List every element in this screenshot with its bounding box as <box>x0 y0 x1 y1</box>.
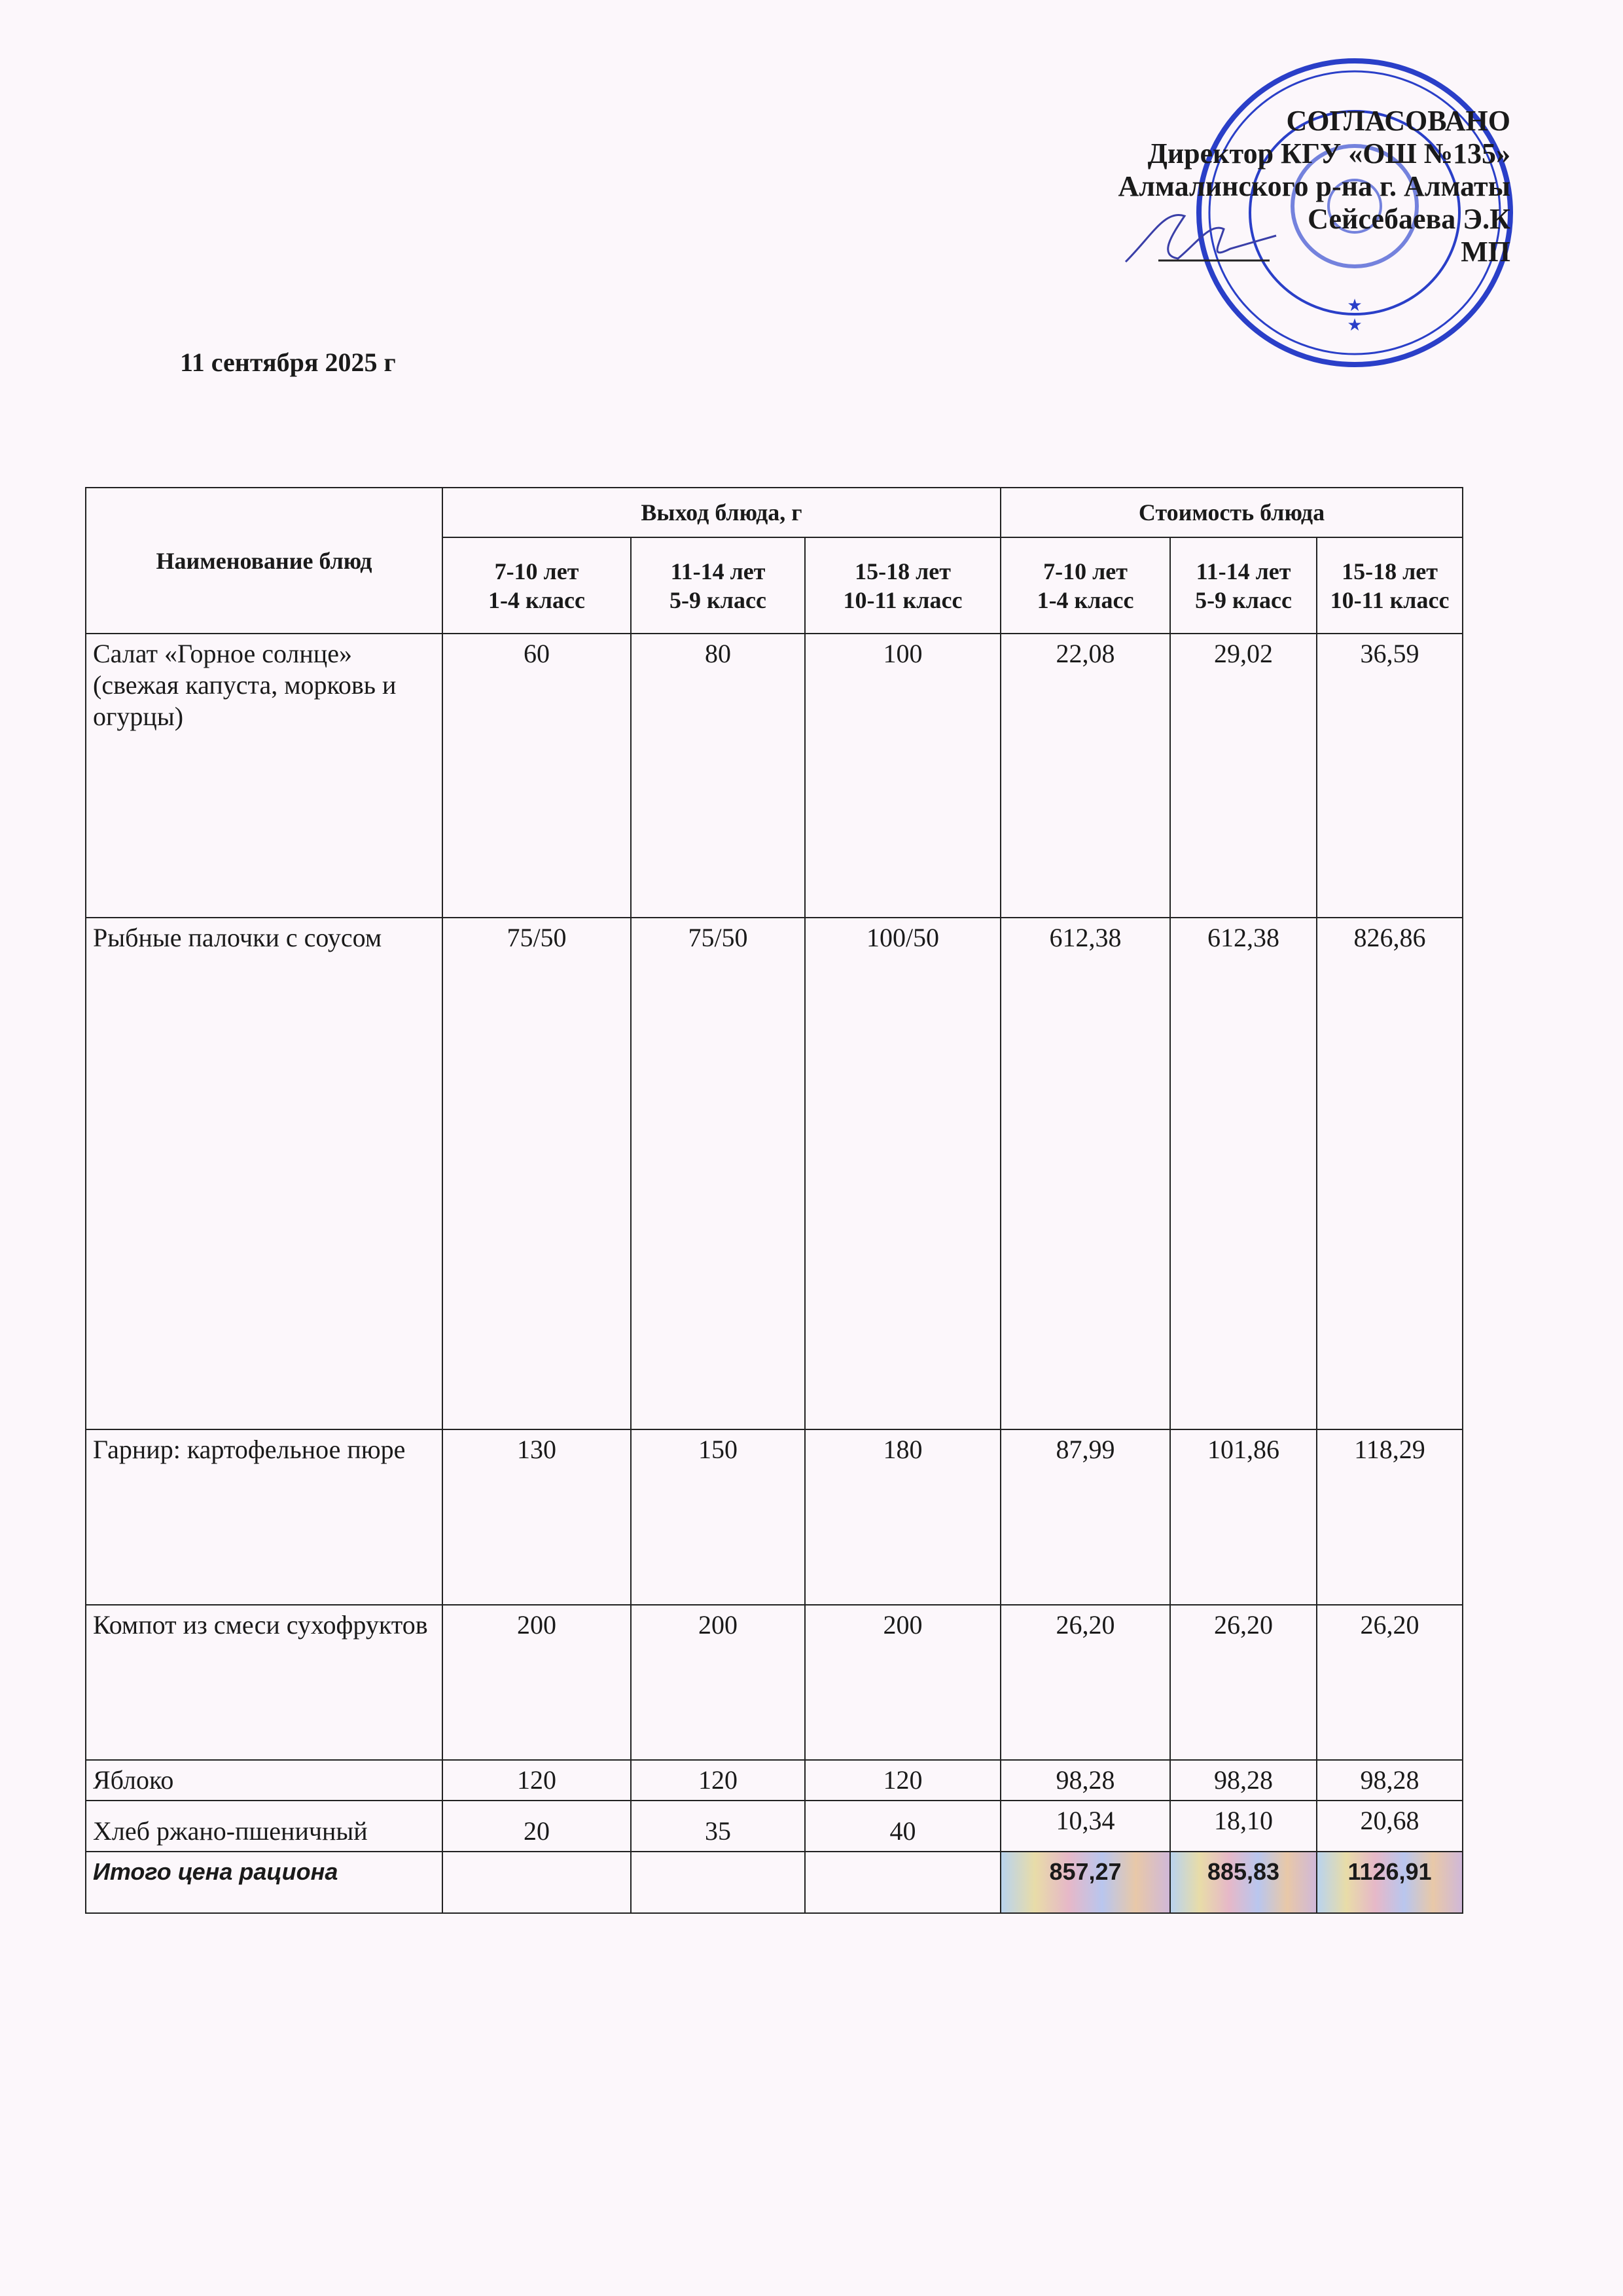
yield-cell: 120 <box>442 1760 631 1801</box>
total-cost-cell: 1126,91 <box>1317 1852 1463 1913</box>
svg-text:★: ★ <box>1347 296 1363 315</box>
approval-district: Алмалинского р-на г. Алматы <box>1118 170 1510 202</box>
cost-cell: 612,38 <box>1170 918 1317 1429</box>
yield-cell: 75/50 <box>442 918 631 1429</box>
approval-block <box>1118 105 1510 268</box>
yield-cell: 130 <box>442 1429 631 1605</box>
header-yield-col: 7-10 лет 1-4 класс <box>442 537 631 634</box>
cost-cell: 20,68 <box>1317 1801 1463 1852</box>
cost-cell: 18,10 <box>1170 1801 1317 1852</box>
cost-cell: 98,28 <box>1001 1760 1170 1801</box>
total-row <box>86 1852 1463 1913</box>
total-label: Итого цена рациона <box>86 1852 442 1913</box>
yield-cell: 35 <box>631 1801 805 1852</box>
yield-cell: 150 <box>631 1429 805 1605</box>
yield-cell: 20 <box>442 1801 631 1852</box>
table-row <box>86 918 1463 1429</box>
header-cost-col: 7-10 лет 1-4 класс <box>1001 537 1170 634</box>
svg-text:★: ★ <box>1347 315 1363 335</box>
cost-cell: 29,02 <box>1170 634 1317 918</box>
cost-cell: 36,59 <box>1317 634 1463 918</box>
dish-name: Салат «Горное солнце» (свежая капуста, морковь и огурцы) <box>86 634 442 918</box>
yield-cell: 100/50 <box>805 918 1001 1429</box>
yield-cell: 60 <box>442 634 631 918</box>
table-row <box>86 1760 1463 1801</box>
cost-cell: 101,86 <box>1170 1429 1317 1605</box>
approval-position: Директор КГУ «ОШ №135» <box>1147 137 1510 170</box>
approval-title: СОГЛАСОВАНО <box>1286 105 1510 137</box>
yield-cell: 100 <box>805 634 1001 918</box>
cost-cell: 612,38 <box>1001 918 1170 1429</box>
yield-cell: 40 <box>805 1801 1001 1852</box>
cost-cell: 826,86 <box>1317 918 1463 1429</box>
empty-cell <box>631 1852 805 1913</box>
table-row <box>86 634 1463 918</box>
table-row <box>86 1429 1463 1605</box>
yield-cell: 80 <box>631 634 805 918</box>
empty-cell <box>442 1852 631 1913</box>
cost-cell: 26,20 <box>1317 1605 1463 1760</box>
yield-cell: 200 <box>442 1605 631 1760</box>
yield-cell: 75/50 <box>631 918 805 1429</box>
dish-name: Яблоко <box>86 1760 442 1801</box>
header-cost-col: 15-18 лет 10-11 класс <box>1317 537 1463 634</box>
header-cost-group: Стоимость блюда <box>1001 488 1463 537</box>
empty-cell <box>805 1852 1001 1913</box>
approval-mp: МП <box>1461 236 1510 268</box>
table-row <box>86 1801 1463 1852</box>
cost-cell: 98,28 <box>1317 1760 1463 1801</box>
cost-cell: 26,20 <box>1001 1605 1170 1760</box>
header-yield-col: 11-14 лет 5-9 класс <box>631 537 805 634</box>
cost-cell: 22,08 <box>1001 634 1170 918</box>
cost-cell: 118,29 <box>1317 1429 1463 1605</box>
yield-cell: 200 <box>631 1605 805 1760</box>
cost-cell: 26,20 <box>1170 1605 1317 1760</box>
approval-name: Сейсебаева Э.К <box>1308 203 1510 235</box>
cost-cell: 10,34 <box>1001 1801 1170 1852</box>
cost-cell: 98,28 <box>1170 1760 1317 1801</box>
dish-name: Рыбные палочки с соусом <box>86 918 442 1429</box>
yield-cell: 120 <box>631 1760 805 1801</box>
dish-name: Гарнир: картофельное пюре <box>86 1429 442 1605</box>
table-row <box>86 1605 1463 1760</box>
cost-cell: 87,99 <box>1001 1429 1170 1605</box>
menu-table <box>85 487 1463 1914</box>
yield-cell: 200 <box>805 1605 1001 1760</box>
yield-cell: 120 <box>805 1760 1001 1801</box>
header-yield-group: Выход блюда, г <box>442 488 1001 537</box>
total-cost-cell: 857,27 <box>1001 1852 1170 1913</box>
yield-cell: 180 <box>805 1429 1001 1605</box>
header-yield-col: 15-18 лет 10-11 класс <box>805 537 1001 634</box>
dish-name: Хлеб ржано-пшеничный <box>86 1801 442 1852</box>
dish-name: Компот из смеси сухофруктов <box>86 1605 442 1760</box>
header-dish-name: Наименование блюд <box>86 488 442 634</box>
document-date: 11 сентября 2025 г <box>180 348 396 377</box>
header-cost-col: 11-14 лет 5-9 класс <box>1170 537 1317 634</box>
total-cost-cell: 885,83 <box>1170 1852 1317 1913</box>
